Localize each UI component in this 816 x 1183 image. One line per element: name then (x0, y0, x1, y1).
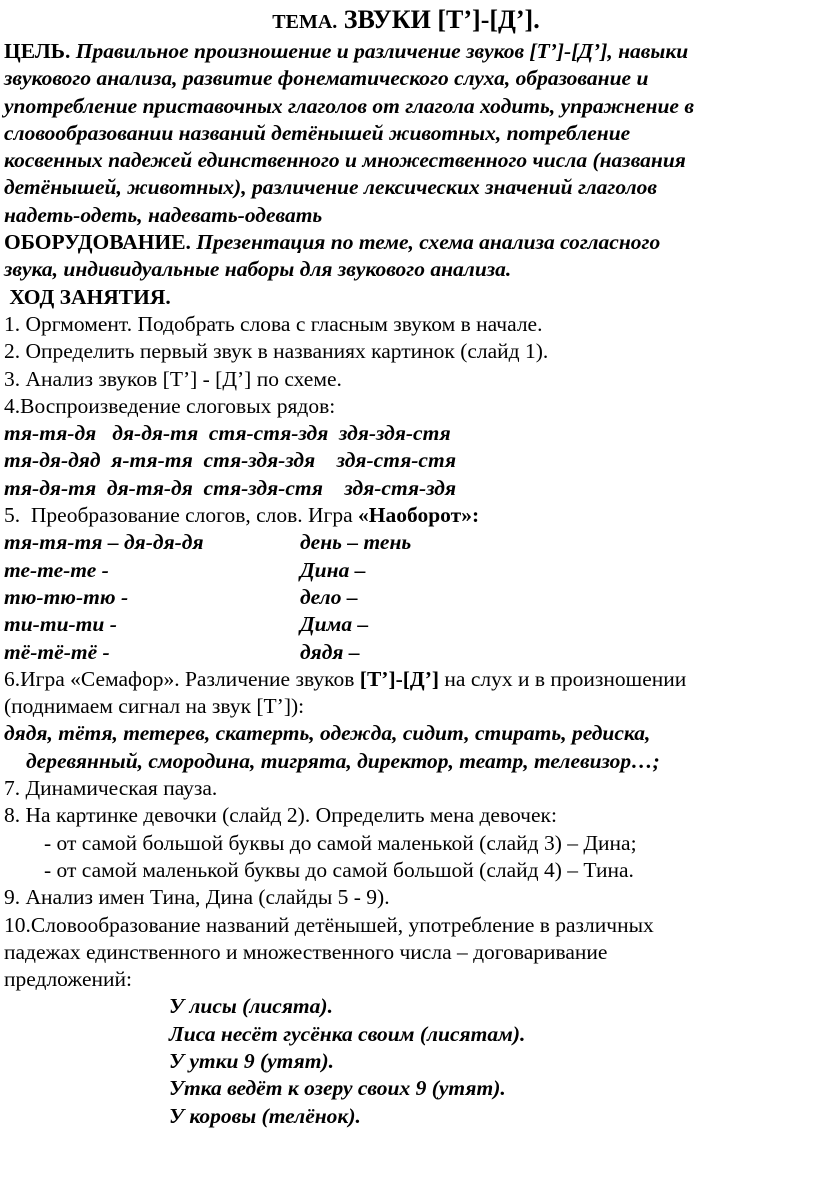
word-list-line: дядя, тётя, тетерев, скатерть, одежда, сидит, стирать, редиска, (4, 721, 651, 746)
goal-line: Правильное произношение и различение звуков [Т’]-[Д’], навыки (70, 39, 689, 63)
sentence: Лиса несёт гусёнка своим (лисятам). (169, 1021, 526, 1046)
goal-line: словообразовании названий детёнышей животных, потребление (4, 120, 631, 145)
goal-line: косвенных падежей единственного и множественного числа (названия (4, 148, 686, 173)
equipment-line: звука, индивидуальные наборы для звукового анализа. (4, 257, 512, 282)
syllable-row: тя-дя-дяд я-тя-тя стя-здя-здя здя-стя-стя (4, 448, 457, 473)
naoborot-table (4, 529, 808, 665)
naoborot-right: дядя – (300, 639, 360, 664)
step6-text: на слух и в произношении (439, 666, 687, 691)
step-item: 1. Оргмомент. Подобрать слова с гласным звуком в начале. (4, 311, 543, 336)
naoborot-left: те-те-те - (4, 557, 109, 582)
naoborot-row (4, 529, 808, 556)
naoborot-row (4, 639, 808, 666)
sentences-list (4, 993, 808, 1129)
sentence: У коровы (телёнок). (169, 1103, 361, 1128)
step-subitem: - от самой маленькой буквы до самой большой (слайд 4) – Тина. (44, 857, 634, 882)
step6 (4, 666, 808, 721)
word-list-line: деревянный, смородина, тигрята, директор, театр, телевизор…; (26, 748, 660, 773)
equipment-section (4, 229, 808, 284)
naoborot-row (4, 557, 808, 584)
steps-list (4, 775, 808, 993)
goal-line: употребление приставочных глаголов от глагола ходить, упражнение в (4, 93, 694, 118)
step5-game-name: «Наоборот»: (358, 503, 480, 528)
syllable-rows (4, 420, 808, 502)
step-item: 2. Определить первый звук в названиях картинок (слайд 1). (4, 339, 549, 364)
goal-line: детёнышей, животных), различение лексических значений глаголов (4, 175, 657, 200)
step-item: 10.Словообразование названий детёнышей, употребление в различных (4, 912, 654, 937)
step-item: 7. Динамическая пауза. (4, 776, 218, 801)
sentence: Утка ведёт к озеру своих 9 (утят). (169, 1076, 506, 1101)
naoborot-row (4, 584, 808, 611)
steps-list (4, 311, 808, 420)
step6-text: (поднимаем сигнал на звук [Т’]): (4, 694, 305, 719)
step-item: предложений: (4, 967, 133, 992)
equipment-line: Презентация по теме, схема анализа согласного (190, 230, 661, 255)
goal-label: ЦЕЛЬ. (4, 39, 71, 63)
naoborot-left: тю-тю-тю - (4, 584, 129, 609)
sentence: У лисы (лисята). (169, 994, 333, 1019)
goal-line: надеть-одеть, надевать-одевать (4, 202, 323, 227)
title-main: ЗВУКИ [Т’]-[Д’]. (343, 5, 540, 34)
naoborot-right: день – тень (300, 530, 412, 555)
step-item: 4.Воспроизведение слоговых рядов: (4, 393, 336, 418)
step6-text: 6.Игра «Семафор». Различение звуков (4, 666, 360, 691)
page-title (4, 6, 808, 36)
step6-sounds: [Т’]-[Д’] (359, 666, 440, 691)
naoborot-left: ти-ти-ти - (4, 612, 117, 637)
naoborot-right: Дима – (300, 612, 369, 637)
title-prefix: ТЕМА. (272, 11, 338, 33)
naoborot-right: Дина – (300, 557, 366, 582)
equipment-label: ОБОРУДОВАНИЕ. (4, 230, 191, 255)
goal-section (4, 38, 808, 229)
step-item: падежах единственного и множественного числа – договаривание (4, 939, 608, 964)
step-item: 8. На картинке девочки (слайд 2). Определить мена девочек: (4, 803, 557, 828)
step-item (4, 502, 808, 529)
naoborot-row (4, 611, 808, 638)
step5-text: 5. Преобразование слогов, слов. Игра (4, 503, 359, 528)
goal-line: звукового анализа, развитие фонематического слуха, образование и (4, 66, 649, 91)
semafor-words (4, 720, 808, 775)
syllable-row: тя-тя-дя дя-дя-тя стя-стя-здя здя-здя-стя (4, 421, 451, 446)
step-subitem: - от самой большой буквы до самой маленькой (слайд 3) – Дина; (44, 830, 637, 855)
naoborot-left: тя-тя-тя – дя-дя-дя (4, 530, 204, 555)
step-item: 9. Анализ имен Тина, Дина (слайды 5 - 9). (4, 885, 390, 910)
naoborot-right: дело – (300, 584, 358, 609)
sentence: У утки 9 (утят). (169, 1048, 334, 1073)
course-heading: ХОД ЗАНЯТИЯ. (4, 284, 171, 309)
syllable-row: тя-дя-тя дя-тя-дя стя-здя-стя здя-стя-здя (4, 475, 457, 500)
step-item: 3. Анализ звуков [Т’] - [Д’] по схеме. (4, 366, 342, 391)
naoborot-left: тё-тё-тё - (4, 639, 110, 664)
